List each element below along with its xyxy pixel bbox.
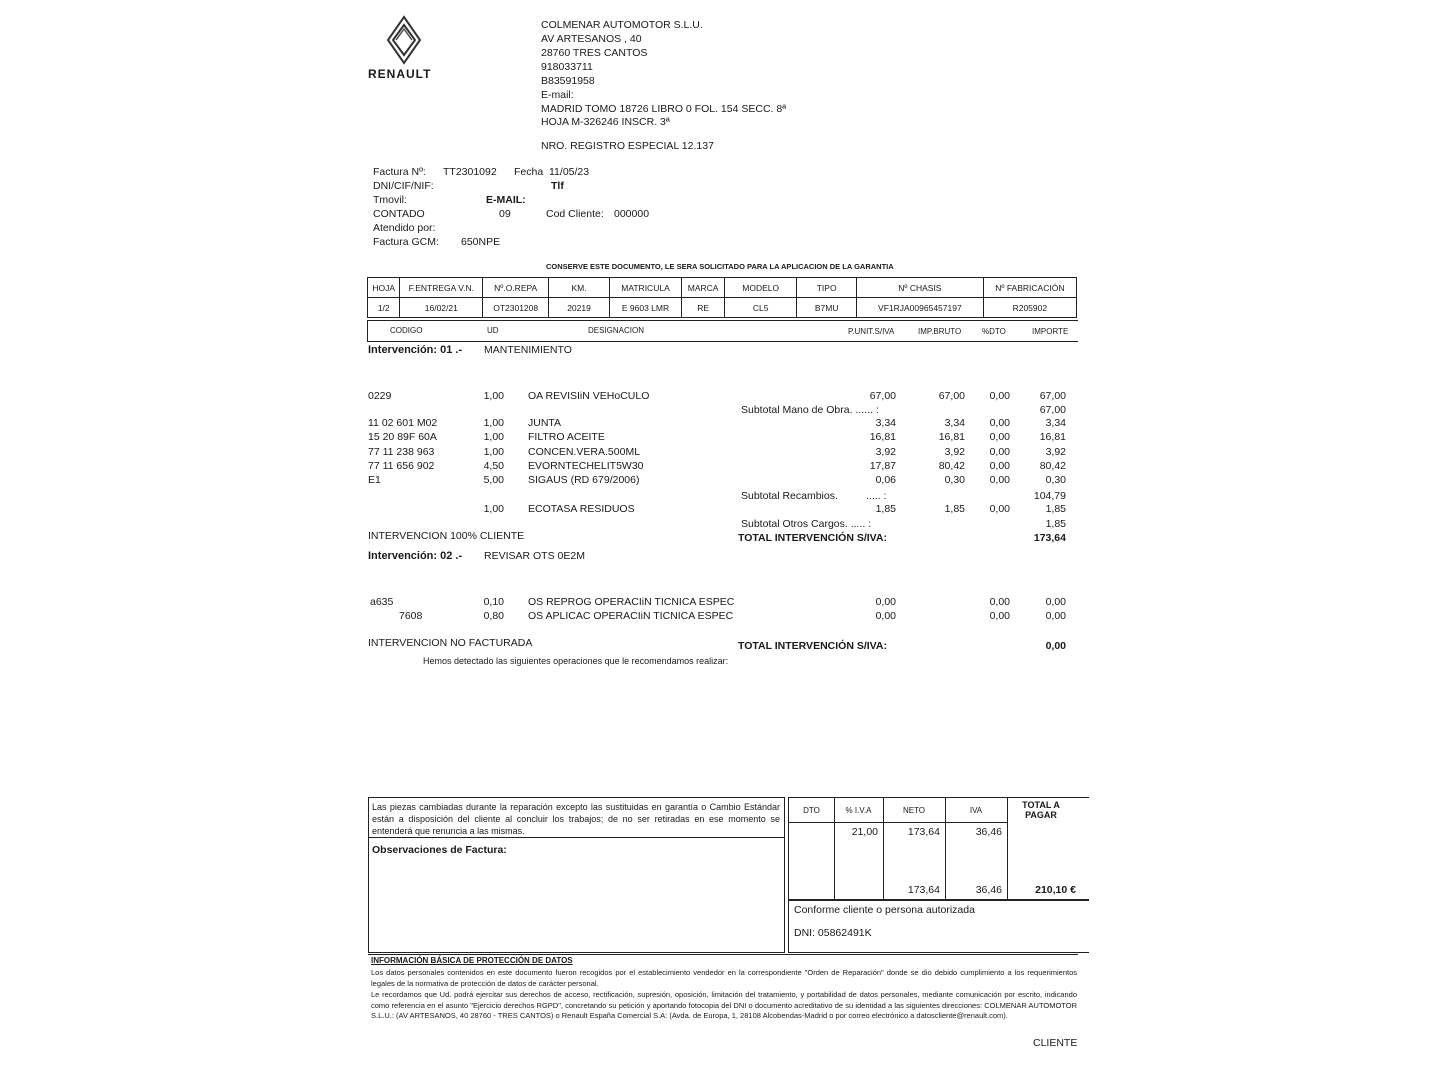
- line-discount: 0,00: [989, 610, 1010, 622]
- intervention-2-name: REVISAR OTS 0E2M: [484, 550, 585, 562]
- line-discount: 0,00: [989, 503, 1010, 515]
- line-gross: 3,92: [944, 446, 965, 458]
- line-units: 5,00: [483, 474, 504, 486]
- line-code: 15 20 89F 60A: [368, 431, 437, 443]
- line-amount: 3,34: [1045, 417, 1066, 429]
- renault-logo: [382, 15, 430, 67]
- parts-notice-box: [368, 797, 785, 953]
- intervention-2-total: 0,00: [1045, 640, 1066, 652]
- signature-label: Conforme cliente o persona autorizada: [794, 904, 975, 916]
- signature-dni: DNI: 05862491K: [794, 927, 872, 939]
- line-discount: 0,00: [989, 474, 1010, 486]
- col-bruto: IMP.BRUTO: [918, 327, 962, 336]
- totals-header-neto: NETO: [902, 806, 926, 815]
- subtotal-rec-label: Subtotal Recambios.: [741, 490, 838, 502]
- registry-number: NRO. REGISTRO ESPECIAL 12.137: [541, 140, 714, 152]
- fecha-label: Fecha: [514, 166, 544, 178]
- company-line: 918033711: [541, 61, 593, 73]
- line-units: 1,00: [483, 503, 504, 515]
- line-description: SIGAUS (RD 679/2006): [528, 474, 640, 486]
- intervention-1-total: 173,64: [1033, 532, 1066, 544]
- totals-header-total: TOTAL A PAGAR: [1022, 800, 1060, 820]
- line-code: 0229: [368, 390, 392, 402]
- tlf-label: Tlf: [551, 180, 564, 192]
- warranty-notice: CONSERVE ESTE DOCUMENTO, LE SERA SOLICITADO PARA LA APLICACION DE LA GARANTIA: [546, 262, 894, 271]
- vehicle-value-cell: CL5: [725, 298, 797, 318]
- divider: [368, 954, 1078, 955]
- company-line: HOJA M-326246 INSCR. 3ª: [541, 116, 670, 128]
- line-units: 1,00: [483, 390, 504, 402]
- line-unit-price: 0,00: [875, 596, 896, 608]
- intervention-1-title: Intervención: 01 .-: [368, 344, 463, 356]
- subtotal-mo-label: Subtotal Mano de Obra. ...... :: [741, 404, 879, 416]
- vehicle-value-cell: E 9603 LMR: [609, 298, 681, 318]
- totals-header-iva: IVA: [969, 806, 983, 815]
- line-gross: 0,30: [944, 474, 965, 486]
- line-description: CONCEN.VERA.500ML: [528, 446, 641, 458]
- line-gross: 3,34: [944, 417, 965, 429]
- dni-label: DNI/CIF/NIF:: [373, 180, 434, 192]
- line-discount: 0,00: [989, 446, 1010, 458]
- vehicle-value-cell: 20219: [549, 298, 610, 318]
- renault-diamond-icon: [382, 15, 426, 65]
- vehicle-header-cell: TIPO: [797, 278, 857, 298]
- line-units: 0,10: [483, 596, 504, 608]
- iva-value: 36,46: [975, 826, 1002, 838]
- company-line: 28760 TRES CANTOS: [541, 47, 648, 59]
- vehicle-header-cell: Nº CHASIS: [857, 278, 984, 298]
- vehicle-value-cell: B7MU: [797, 298, 857, 318]
- neto-sum: 173,64: [907, 884, 940, 896]
- vehicle-header-cell: MARCA: [682, 278, 725, 298]
- intervention-1-name: MANTENIMIENTO: [484, 344, 572, 356]
- lines-header: [367, 320, 1078, 342]
- copy-label: CLIENTE: [1033, 1037, 1077, 1049]
- line-amount: 67,00: [1039, 390, 1066, 402]
- totals-box: [788, 797, 1089, 901]
- total-a-pagar: 210,10 €: [1035, 884, 1076, 896]
- cod-cliente-value: 000000: [614, 208, 650, 220]
- line-discount: 0,00: [989, 390, 1010, 402]
- line-code: 11 02 601 M02: [368, 417, 438, 429]
- line-amount: 0,00: [1045, 596, 1066, 608]
- email-label: E-MAIL:: [486, 194, 526, 206]
- totals-header-iva-pct: % I.V.A: [845, 806, 872, 815]
- line-description: FILTRO ACEITE: [528, 431, 605, 443]
- vehicle-value-cell: VF1RJA00965457197: [857, 298, 984, 318]
- vehicle-header-row: [368, 278, 1077, 298]
- line-description: ECOTASA RESIDUOS: [528, 503, 635, 515]
- line-code: E1: [368, 474, 381, 486]
- col-codigo: CODIGO: [390, 326, 423, 335]
- line-gross: 1,85: [944, 503, 965, 515]
- divider: [789, 822, 1007, 823]
- intervention-2-total-label: TOTAL INTERVENCIÓN S/IVA:: [738, 640, 887, 652]
- line-units: 1,00: [483, 417, 504, 429]
- company-line: B83591958: [541, 75, 595, 87]
- col-importe: IMPORTE: [1032, 327, 1069, 336]
- privacy-title: INFORMACIÓN BÁSICA DE PROTECCIÓN DE DATOS: [371, 956, 573, 965]
- intervention-1-total-label: TOTAL INTERVENCIÓN S/IVA:: [738, 532, 887, 544]
- line-amount: 16,81: [1039, 431, 1066, 443]
- gcm-label: Factura GCM:: [373, 236, 439, 248]
- intervention-2-note: INTERVENCION NO FACTURADA: [368, 637, 533, 649]
- gcm-value: 650NPE: [461, 236, 501, 248]
- line-discount: 0,00: [989, 431, 1010, 443]
- line-description: OS APLICAC OPERACIiN TICNICA ESPEC: [528, 610, 734, 622]
- line-amount: 80,42: [1039, 460, 1066, 472]
- atendido-label: Atendido por:: [373, 222, 436, 234]
- iva-percent: 21,00: [851, 826, 878, 838]
- vehicle-header-cell: HOJA: [368, 278, 400, 298]
- parts-notice: Las piezas cambiadas durante la reparación excepto las sustituidas en garantía o Cambio Estándar están a disposición del cliente al concluir los trabajos; de no ser retiradas en ese momento se entenderá que renuncia a las mismas.: [372, 802, 780, 836]
- contado-label: CONTADO: [373, 208, 425, 220]
- line-gross: 67,00: [938, 390, 965, 402]
- line-code: a635: [370, 596, 394, 608]
- brand-name: RENAULT: [368, 67, 432, 81]
- line-units: 0,80: [483, 610, 504, 622]
- privacy-paragraph-2: Le recordamos que Ud. podrá ejercitar sus derechos de acceso, rectificación, supresión, oposición, limitación del tratamiento, y portabilidad de datos personales, mediante comunicación por escrito, indicando como referencia en el asunto "Ejercicio derechos RGPD", concretando su petición y aportando fotocopia del DNI o documento acreditativo de su identidad a las siguientes direcciones: COLMENAR AUTOMOTOR S.L.U.: (AV ARTESANOS, 40 28760 - TRES CANTOS) o Renault España Comercial S.A: (Avda. de Europa, 1, 28108 Alcobendas-Madrid o por correo electrónico a datoscliente@renault.com).: [371, 990, 1077, 1020]
- subtotal-rec-value: 104,79: [1033, 490, 1066, 502]
- line-unit-price: 3,92: [875, 446, 896, 458]
- observaciones-label: Observaciones de Factura:: [372, 844, 507, 856]
- line-gross: 16,81: [938, 431, 965, 443]
- company-line: COLMENAR AUTOMOTOR S.L.U.: [541, 19, 703, 31]
- line-unit-price: 67,00: [869, 390, 896, 402]
- factura-label: Factura Nº:: [373, 166, 426, 178]
- fecha-value: 11/05/23: [549, 166, 590, 178]
- vehicle-value-cell: 16/02/21: [400, 298, 483, 318]
- line-amount: 0,30: [1045, 474, 1066, 486]
- vehicle-value-cell: R205902: [983, 298, 1076, 318]
- subtotal-rec-dots: ..... :: [866, 490, 887, 502]
- line-units: 1,00: [483, 446, 504, 458]
- company-line: AV ARTESANOS , 40: [541, 33, 642, 45]
- vehicle-table: [367, 277, 1077, 318]
- line-amount: 1,85: [1045, 503, 1066, 515]
- company-line: MADRID TOMO 18726 LIBRO 0 FOL. 154 SECC. 8ª: [541, 103, 787, 115]
- vehicle-value-row: [368, 298, 1077, 318]
- line-unit-price: 1,85: [875, 503, 896, 515]
- line-unit-price: 16,81: [869, 431, 896, 443]
- vehicle-value-cell: OT2301208: [483, 298, 549, 318]
- col-designacion: DESIGNACION: [588, 326, 645, 335]
- line-description: JUNTA: [528, 417, 562, 429]
- cod-cliente-label: Cod Cliente:: [546, 208, 604, 220]
- col-punit: P.UNIT.S/IVA: [848, 327, 895, 336]
- line-code: 77 11 238 963: [368, 446, 435, 458]
- vehicle-header-cell: Nº FABRICACIÓN: [983, 278, 1076, 298]
- vehicle-header-cell: Nº.O.REPA: [483, 278, 549, 298]
- line-description: EVORNTECHELIT5W30: [528, 460, 644, 472]
- line-unit-price: 17,87: [869, 460, 896, 472]
- vehicle-header-cell: MATRICULA: [609, 278, 681, 298]
- recommend-text: Hemos detectado las siguientes operaciones que le recomendamos realizar:: [423, 656, 729, 666]
- company-line: E-mail:: [541, 89, 574, 101]
- vehicle-header-cell: KM.: [549, 278, 610, 298]
- col-ud: UD: [487, 326, 499, 335]
- line-code: 77 11 656 902: [368, 460, 435, 472]
- line-gross: 80,42: [938, 460, 965, 472]
- totals-header-dto: DTO: [803, 806, 820, 815]
- neto-value: 173,64: [907, 826, 940, 838]
- factura-number: TT2301092: [443, 166, 497, 178]
- line-unit-price: 0,00: [875, 610, 896, 622]
- vehicle-value-cell: 1/2: [368, 298, 400, 318]
- divider: [369, 837, 784, 838]
- subtotal-otros-value: 1,85: [1045, 518, 1066, 530]
- intervention-2-title: Intervención: 02 .-: [368, 550, 463, 562]
- privacy-paragraph-1: Los datos personales contenidos en este documento fueron recogidos por el establecimiento vendedor en la correspondiente "Orden de Reparación" donde se dio debido cumplimiento a los requerimientos legales de la normativa de protección de datos de carácter personal.: [371, 968, 1077, 988]
- line-description: OA REVISIiN VEHoCULO: [528, 390, 650, 402]
- line-discount: 0,00: [989, 596, 1010, 608]
- line-discount: 0,00: [989, 417, 1010, 429]
- line-units: 1,00: [483, 431, 504, 443]
- line-description: OS REPROG OPERACIiN TICNICA ESPEC: [528, 596, 735, 608]
- contado-value: 09: [499, 208, 511, 220]
- line-discount: 0,00: [989, 460, 1010, 472]
- iva-sum: 36,46: [975, 884, 1002, 896]
- vehicle-value-cell: RE: [682, 298, 725, 318]
- tmovil-label: Tmovil:: [373, 194, 407, 206]
- signature-box: [788, 899, 1089, 953]
- line-units: 4,50: [483, 460, 504, 472]
- intervention-1-note: INTERVENCION 100% CLIENTE: [368, 530, 525, 542]
- subtotal-mo-value: 67,00: [1039, 404, 1066, 416]
- col-dto: %DTO: [982, 327, 1006, 336]
- line-code: 7608: [399, 610, 423, 622]
- vehicle-header-cell: F.ENTREGA V.N.: [400, 278, 483, 298]
- line-unit-price: 3,34: [875, 417, 896, 429]
- vehicle-header-cell: MODELO: [725, 278, 797, 298]
- line-unit-price: 0,06: [875, 474, 896, 486]
- subtotal-otros-label: Subtotal Otros Cargos. ..... :: [741, 518, 872, 530]
- line-amount: 0,00: [1045, 610, 1066, 622]
- line-amount: 3,92: [1045, 446, 1066, 458]
